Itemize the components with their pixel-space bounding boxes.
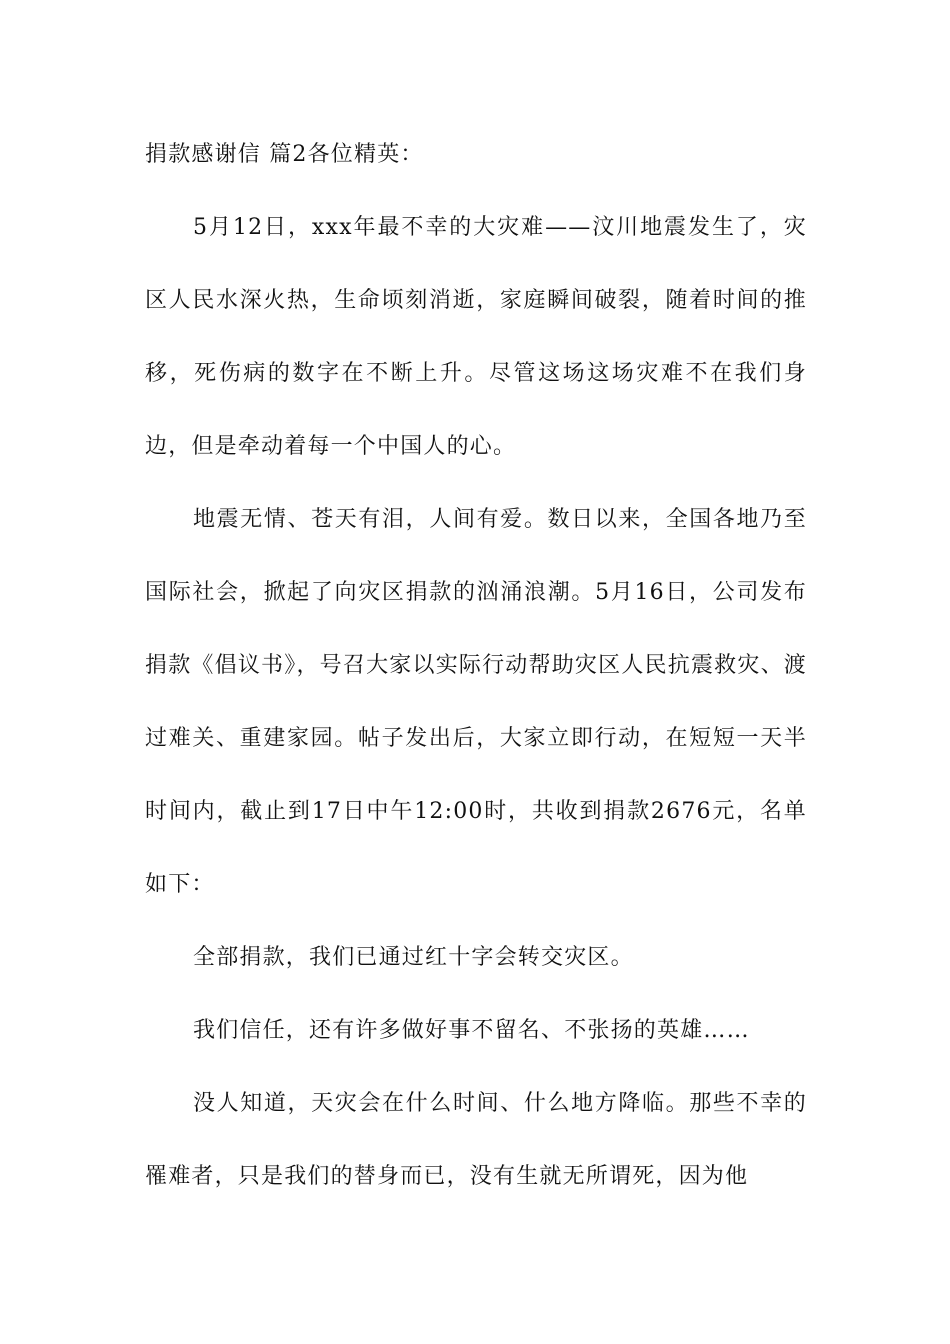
paragraph-heroes: 我们信任，还有许多做好事不留名、不张扬的英雄…… [193,1018,750,1043]
paragraph-red-cross: 全部捐款，我们已通过红十字会转交灾区。 [193,945,634,970]
paragraph-earthquake: 5月12日，xxx年最不幸的大灾难——汶川地震发生了，灾区人民水深火热，生命顷刻消逝，家庭瞬间破裂，随着时间的推移，死伤病的数字在不断上升。尽管这场这场灾难不在我们身边，但是牵动着每一个中国人的心。 [145,215,807,459]
document-body [145,118,807,1213]
paragraph-disaster: 没人知道，天灾会在什么时间、什么地方降临。那些不幸的罹难者，只是我们的替身而已，没有生就无所谓死，因为他 [145,1091,807,1189]
paragraph-donation: 地震无情、苍天有泪，人间有爱。数日以来，全国各地乃至国际社会，掀起了向灾区捐款的汹涌浪潮。5月16日，公司发布捐款《倡议书》，号召大家以实际行动帮助灾区人民抗震救灾、渡过难关、重建家园。帖子发出后，大家立即行动，在短短一天半时间内，截止到17日中午12:00时，共收到捐款2676元，名单如下： [145,507,807,897]
letter-heading: 捐款感谢信 篇2各位精英： [145,142,424,167]
